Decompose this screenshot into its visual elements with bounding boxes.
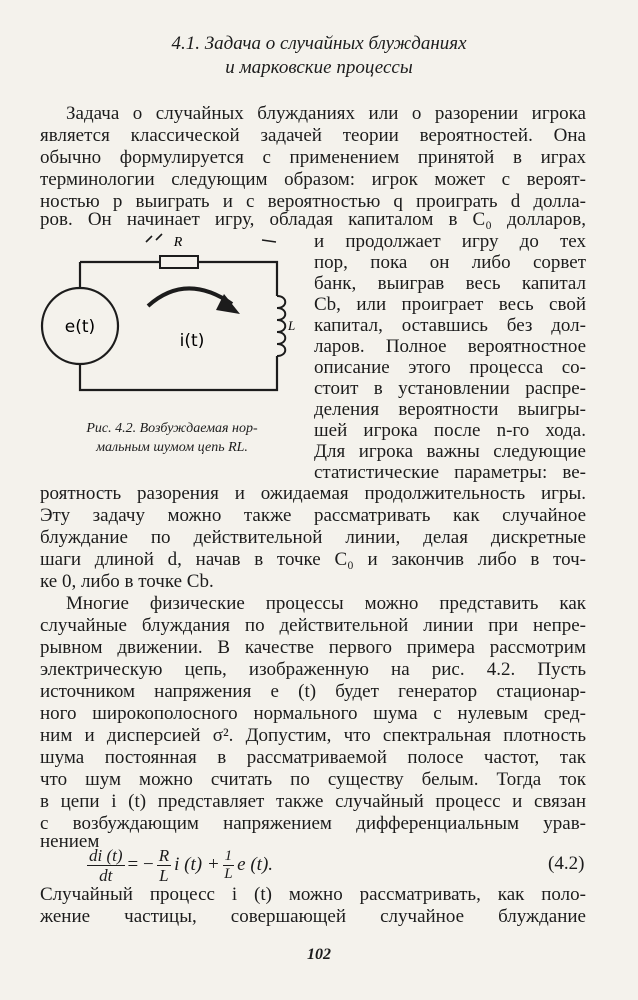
text-line: Случайный процесс i (t) можно рассматривать, как поло- <box>40 884 586 905</box>
text-line: электрическую цепь, изображенную на рис. 4.2. Пусть <box>40 659 586 680</box>
text-line: Эту задачу можно также рассматривать как случайное <box>40 505 586 526</box>
fraction-numerator: R <box>158 845 170 865</box>
fraction-denominator: L <box>159 865 169 885</box>
circuit-wires <box>80 262 277 390</box>
text-line: терминологии следующим образом: игрок может с вероят- <box>40 169 586 190</box>
page-number: 102 <box>307 946 331 963</box>
r-over-l-fraction <box>157 846 171 885</box>
fraction-numerator: di (t) <box>89 845 123 865</box>
section-title-line-2: и марковские процессы <box>225 57 413 78</box>
text-line: рывном движении. В качестве первого примера рассмотрим <box>40 637 586 658</box>
text-line: Задача о случайных блужданиях или о разорении игрока <box>66 103 586 124</box>
equation-number: (4.2) <box>548 853 585 874</box>
fraction-denominator: dt <box>99 865 113 885</box>
text-line: что шум можно считать по существу белым. Тогда ток <box>40 769 586 790</box>
text-line: капитал, оставшись без дол- <box>314 315 586 336</box>
text-line: ним и дисперсией σ². Допустим, что спектральная плотность <box>40 725 586 746</box>
text-line: шей игрока после n-го хода. <box>314 420 586 441</box>
source-label: e(t) <box>64 317 96 337</box>
current-label: i(t) <box>179 331 205 351</box>
text-line: и продолжает игру до тех <box>314 231 586 252</box>
fraction-numerator: 1 <box>224 847 233 864</box>
equals-minus: = − <box>127 854 154 875</box>
text-line: шаги длиной d, начав в точке C₀ и закончив либо в точ- <box>40 549 586 570</box>
derivative-fraction <box>87 846 125 885</box>
text-line: банк, выиграв весь капитал <box>314 273 586 294</box>
figure-caption-line-1: Рис. 4.2. Возбуждаемая нор- <box>86 421 258 436</box>
section-title-line-1: 4.1. Задача о случайных блужданиях <box>171 33 467 54</box>
text-line: шума постоянная в рассматриваемой полосе частот, так <box>40 747 586 768</box>
text-line: Многие физические процессы можно представить как <box>66 593 586 614</box>
figure-caption <box>40 419 304 457</box>
resistor <box>160 256 198 268</box>
text-line: является классической задачей теории вероятностей. Она <box>40 125 586 146</box>
text-line: статистические параметры: ве- <box>314 462 586 483</box>
text-line: блуждание по действительной линии, делая дискретные <box>40 527 586 548</box>
text-line: роятность разорения и ожидаемая продолжительность игры. <box>40 483 586 504</box>
text-line: источником напряжения e (t) будет генератор стационар- <box>40 681 586 702</box>
text-line: Для игрока важны следующие <box>314 441 586 462</box>
fraction-denominator: L <box>224 865 233 882</box>
ink-mark <box>146 234 276 242</box>
one-over-l-fraction <box>223 848 235 883</box>
inductor <box>277 296 285 356</box>
text-line: ров. Он начинает игру, обладая капиталом в C₀ долларов, <box>40 209 586 230</box>
text-line: нением <box>40 831 100 852</box>
section-title <box>0 32 638 80</box>
equation-term: i (t) + <box>174 854 220 875</box>
text-line: с возбуждающим напряжением дифференциальным урав- <box>40 813 586 834</box>
text-line: деления вероятности выигры- <box>314 399 586 420</box>
resistor-label: R <box>173 235 183 250</box>
inductor-label: L <box>288 318 296 333</box>
text-line: стоит в установлении распре- <box>314 378 586 399</box>
text-line: пор, пока он либо сорвет <box>314 252 586 273</box>
equation-4-2 <box>84 840 273 890</box>
text-line: случайные блуждания по действительной линии при непре- <box>40 615 586 636</box>
text-line: в цепи i (t) представляет также случайный процесс и связан <box>40 791 586 812</box>
text-line: описание этого процесса со- <box>314 357 586 378</box>
text-line: Cb, или проиграет весь свой <box>314 294 586 315</box>
text-line: ного широкополосного нормального шума с нулевым сред- <box>40 703 586 724</box>
text-line: обычно формулируется с применением принятой в играх <box>40 147 586 168</box>
text-line: ларов. Полное вероятностное <box>314 336 586 357</box>
text-line: ностью p выиграть и с вероятностью q проиграть d долла- <box>40 191 586 212</box>
equation-term: e (t). <box>237 854 274 875</box>
rl-circuit-figure <box>36 226 298 414</box>
text-line: жение частицы, совершающей случайное блуждание <box>40 906 586 927</box>
figure-caption-line-2: мальным шумом цепь RL. <box>96 440 248 455</box>
text-line: ке 0, либо в точке Cb. <box>40 571 214 592</box>
